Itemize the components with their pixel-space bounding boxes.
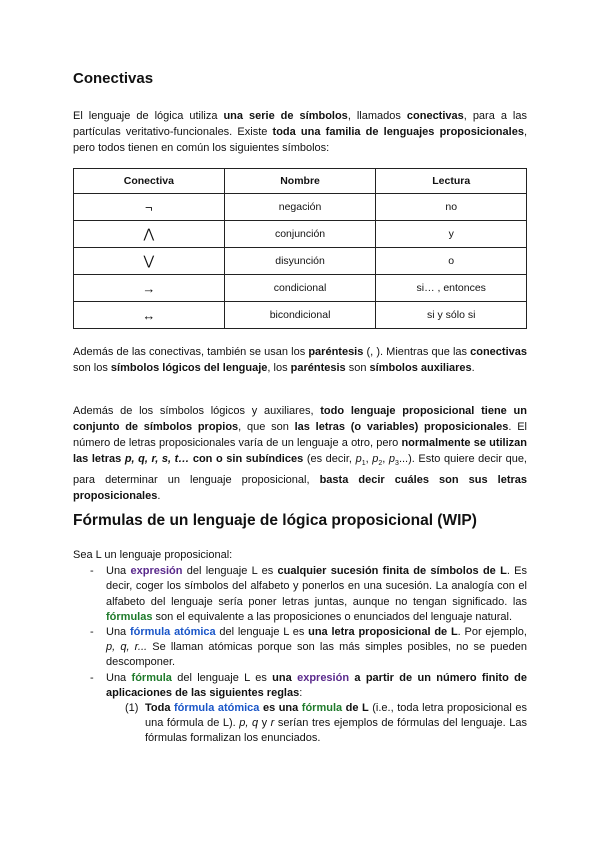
formulas-list: [73, 548, 527, 747]
table-cell-reading: y: [376, 221, 527, 248]
table-row: [74, 221, 527, 248]
table-header-cell: Nombre: [224, 169, 376, 194]
table-cell-name: bicondicional: [224, 302, 376, 329]
table-cell-name: condicional: [224, 275, 376, 302]
list-item: - Una expresión del lenguaje L es cualquier sucesión finita de símbolos de L. Es decir, coger los símbolos del alfabeto y ponerlos en una sucesión. La analogía con el alfabeto del lenguaje sería poner letras juntas, aunque no tengan significado. las fórmulas son el equivalente a las proposiciones o enunciados del lenguaje natural.: [90, 565, 527, 623]
table-cell-symbol: ⋁: [74, 248, 225, 275]
table-row: [74, 302, 527, 329]
section-title-formulas: Fórmulas de un lenguaje de lógica proposicional (WIP): [73, 512, 477, 529]
table-header-cell: Conectiva: [74, 169, 225, 194]
table-row: [74, 248, 527, 275]
list-subitem: (1) Toda fórmula atómica es una fórmula de L (i.e., toda letra proposicional es una fórmula de L). p, q y r serían tres ejemplos de fórmulas del lenguaje. Las fórmulas formalizan los enunciados.: [125, 702, 528, 745]
table-cell-name: conjunción: [224, 221, 376, 248]
bullet-dash: -: [90, 671, 94, 684]
table-cell-name: negación: [224, 194, 376, 221]
table-cell-name: disyunción: [224, 248, 376, 275]
table-cell-symbol: ↔: [74, 302, 225, 329]
paragraph-intro: El lenguaje de lógica utiliza una serie de símbolos, llamados conectivas, para a las partículas veritativo-funcionales. Existe toda una familia de lenguajes proposicionales, pero todos tienen en común los siguientes símbolos:: [73, 110, 528, 154]
table-row: [74, 194, 527, 221]
list-item: - Una fórmula del lenguaje L es una expresión a partir de un número finito de aplicaciones de las siguientes reglas:: [90, 671, 527, 699]
table-cell-reading: si… , entonces: [376, 275, 527, 302]
subitem-number: (1): [125, 702, 139, 715]
section-title-conectivas: Conectivas: [73, 70, 154, 87]
connectives-table: [73, 168, 527, 329]
table-header-row: [74, 169, 527, 194]
table-header-cell: Lectura: [376, 169, 527, 194]
list-item: - Una fórmula atómica del lenguaje L es una letra proposicional de L. Por ejemplo, p, q, r... Se llaman atómicas porque son las más simples posibles, no se pueden descomponer.: [90, 626, 527, 669]
table-cell-symbol: ⋀: [74, 221, 225, 248]
table-cell-reading: si y sólo si: [376, 302, 527, 329]
bullet-dash: -: [90, 626, 94, 639]
table-cell-symbol: →: [74, 275, 225, 302]
bullet-dash: -: [90, 565, 94, 578]
table-cell-reading: no: [376, 194, 527, 221]
paragraph-parentheses: Además de las conectivas, también se usan los paréntesis (, ). Mientras que las conectivas son los símbolos lógicos del lenguaje, los paréntesis son símbolos auxiliares.: [73, 346, 527, 374]
table-row: [74, 275, 527, 302]
paragraph-propositional-letters: Además de los símbolos lógicos y auxiliares, todo lenguaje proposicional tiene un conjunto de símbolos propios, que son las letras (o variables) proposicionales. El número de letras proposicionales varía de un lenguaje a otro, pero normalmente se utilizan las letras p, q, r, s, t… con o sin subíndices (es decir, $p_1$, $p_2$, $p_3$...). Esto quiere decir que, para determinar un lenguaje proposicional, basta decir cuáles son sus letras proposicionales.: [73, 405, 527, 503]
table-cell-reading: o: [376, 248, 527, 275]
list-intro: Sea L un lenguaje proposicional:: [73, 549, 233, 561]
table-cell-symbol: ¬: [74, 194, 225, 221]
